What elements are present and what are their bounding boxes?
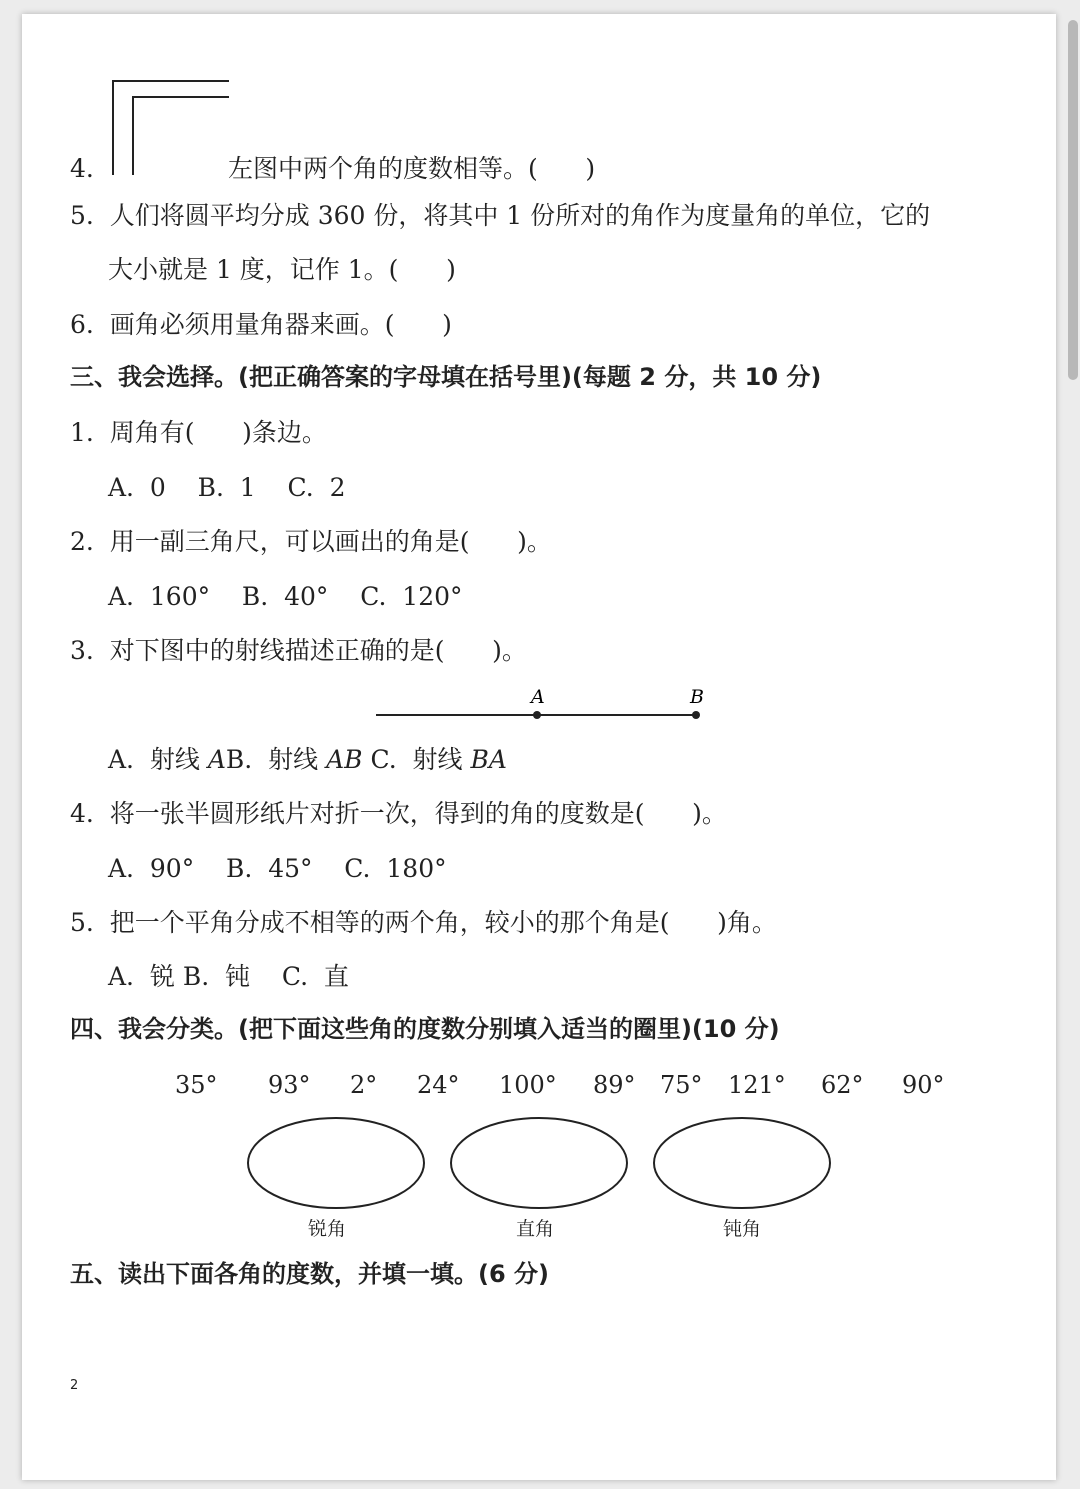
section5-title: 五、读出下面各角的度数，并填一填。(6 分) (70, 1260, 549, 1288)
right-oval[interactable] (451, 1118, 627, 1208)
acute-oval[interactable] (248, 1118, 424, 1208)
judge-q4-text: 左图中两个角的度数相等。( ) (228, 154, 596, 183)
section4-title: 四、我会分类。(把下面这些角的度数分别填入适当的圈里)(10 分) (70, 1015, 780, 1043)
judge-q4-number: 4. (70, 154, 94, 183)
degree-value: 2° (350, 1071, 378, 1099)
classification-ovals (240, 1112, 840, 1212)
acute-label: 锐角 (308, 1218, 347, 1240)
s3-q4-options: A. 90° B. 45° C. 180° (108, 854, 447, 883)
two-angles-figure (105, 75, 235, 180)
s3-q4-stem: 4. 将一张半圆形纸片对折一次，得到的角的度数是( )。 (70, 799, 727, 828)
degree-value: 121° (728, 1071, 786, 1099)
degree-value: 24° (417, 1071, 460, 1099)
degree-value: 62° (821, 1071, 864, 1099)
right-label: 直角 (516, 1218, 555, 1240)
s3-q2-stem: 2. 用一副三角尺，可以画出的角是( )。 (70, 527, 552, 556)
degree-value: 100° (499, 1071, 557, 1099)
s3-q2-options: A. 160° B. 40° C. 120° (108, 582, 463, 611)
ray-figure (370, 682, 715, 727)
degree-value: 93° (268, 1071, 311, 1099)
obtuse-oval[interactable] (654, 1118, 830, 1208)
s3-q5-stem: 5. 把一个平角分成不相等的两个角，较小的那个角是( )角。 (70, 908, 777, 937)
s3-q1-stem: 1. 周角有( )条边。 (70, 418, 327, 447)
scrollbar[interactable] (1068, 20, 1078, 380)
s3-q5-options: A. 锐 B. 钝 C. 直 (108, 962, 349, 991)
s3-q3-options: A. 射线 AB. 射线 AB C. 射线 BA (108, 745, 507, 774)
degree-value: 89° (593, 1071, 636, 1099)
point-a-label: A (531, 686, 545, 708)
degree-value: 90° (902, 1071, 945, 1099)
degree-value: 35° (175, 1071, 218, 1099)
s3-q1-options: A. 0 B. 1 C. 2 (108, 473, 346, 502)
judge-q5-line1: 5. 人们将圆平均分成 360 份，将其中 1 份所对的角作为度量角的单位，它的 (70, 201, 931, 230)
obtuse-label: 钝角 (723, 1218, 762, 1240)
section3-title: 三、我会选择。(把正确答案的字母填在括号里)(每题 2 分，共 10 分) (70, 363, 822, 391)
point-b-label: B (690, 686, 704, 708)
degree-value: 75° (660, 1071, 703, 1099)
page-number: 2 (70, 1378, 79, 1393)
s3-q3-stem: 3. 对下图中的射线描述正确的是( )。 (70, 636, 527, 665)
judge-q5-line2: 大小就是 1 度，记作 1。( ) (108, 255, 456, 284)
judge-q6: 6. 画角必须用量角器来画。( ) (70, 310, 452, 339)
